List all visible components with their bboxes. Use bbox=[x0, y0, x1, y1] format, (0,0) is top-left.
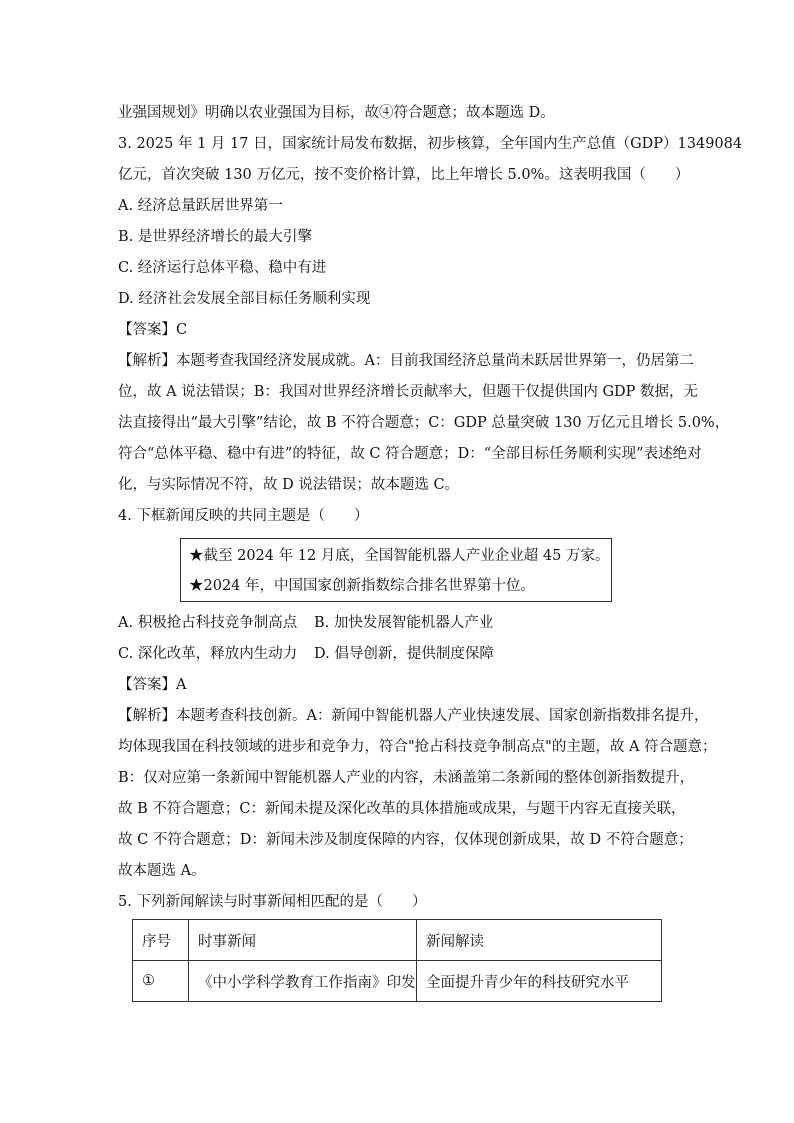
analysis-line: B：仅对应第一条新闻中智能机器人产业的内容，未涵盖第二条新闻的整体创新指数提升， bbox=[118, 770, 695, 786]
analysis-line: 【解析】本题考查我国经济发展成就。A：目前我国经济总量尚未跃居世界第一，仍居第二 bbox=[118, 353, 694, 369]
table-cell: 全面提升青少年的科技研究水平 bbox=[417, 961, 662, 1002]
table-header-row bbox=[133, 920, 662, 961]
analysis-line: 均体现我国在科技领域的进步和竞争力，符合"抢占科技竞争制高点"的主题，故 A 符合题意； bbox=[118, 739, 717, 755]
answer-label: 【答案】A bbox=[118, 677, 187, 693]
option-c: C. 经济运行总体平稳、稳中有进 bbox=[118, 260, 327, 276]
news-item: ★2024 年，中国国家创新指数综合排名世界第十位。 bbox=[189, 578, 536, 594]
question-4-stem: 4. 下框新闻反映的共同主题是（ ） bbox=[118, 508, 369, 524]
question-3-stem-cont: 亿元，首次突破 130 万亿元，按不变价格计算，比上年增长 5.0%。这表明我国（ ） bbox=[118, 167, 690, 183]
question-3-stem: 3. 2025 年 1 月 17 日，国家统计局发布数据，初步核算，全年国内生产总值（GDP）1349084 bbox=[118, 136, 743, 152]
analysis-line: 故 C 不符合题意；D：新闻未涉及制度保障的内容，仅体现创新成果，故 D 不符合题意； bbox=[118, 832, 693, 848]
option-b: B. 是世界经济增长的最大引擎 bbox=[118, 229, 312, 245]
analysis-line: 化，与实际情况不符，故 D 说法错误；故本题选 C。 bbox=[118, 477, 460, 493]
option-b: B. 加快发展智能机器人产业 bbox=[314, 615, 494, 631]
table-row bbox=[133, 961, 662, 1002]
analysis-line: 法直接得出“最大引擎”结论，故 B 不符合题意；C：GDP 总量突破 130 万亿元且增长 5.0%， bbox=[118, 415, 730, 431]
table-header-cell: 时事新闻 bbox=[189, 920, 417, 961]
analysis-line: 故 B 不符合题意；C：新闻未提及深化改革的具体措施或成果，与题干内容无直接关联， bbox=[118, 801, 686, 817]
analysis-line: 符合“总体平稳、稳中有进”的特征，故 C 符合题意；D：“全部目标任务顺利实现”表述绝对 bbox=[118, 446, 702, 462]
option-d: D. 经济社会发展全部目标任务顺利实现 bbox=[118, 291, 371, 307]
table-cell: ① bbox=[133, 961, 189, 1002]
news-item: ★截至 2024 年 12 月底，全国智能机器人产业企业超 45 万家。 bbox=[189, 548, 610, 564]
question-5-stem: 5. 下列新闻解读与时事新闻相匹配的是（ ） bbox=[118, 894, 427, 910]
option-a: A. 经济总量跃居世界第一 bbox=[118, 198, 283, 214]
analysis-line: 【解析】本题考查科技创新。A：新闻中智能机器人产业快速发展、国家创新指数排名提升， bbox=[118, 708, 709, 724]
answer-label: 【答案】C bbox=[118, 322, 188, 338]
table-header-cell: 新闻解读 bbox=[417, 920, 662, 961]
option-a: A. 积极抢占科技竞争制高点 bbox=[118, 615, 298, 631]
option-c: C. 深化改革，释放内生动力 bbox=[118, 646, 298, 662]
news-box bbox=[180, 538, 612, 602]
analysis-line: 故本题选 A。 bbox=[118, 863, 206, 879]
news-table bbox=[132, 919, 662, 1002]
table-header-cell: 序号 bbox=[133, 920, 189, 961]
text-line: 业强国规划》明确以农业强国为目标，故④符合题意；故本题选 D。 bbox=[118, 105, 555, 121]
table-cell: 《中小学科学教育工作指南》印发 bbox=[189, 961, 417, 1002]
analysis-line: 位，故 A 说法错误；B：我国对世界经济增长贡献率大，但题干仅提供国内 GDP 数据，无 bbox=[118, 384, 699, 400]
option-d: D. 倡导创新，提供制度保障 bbox=[314, 646, 494, 662]
